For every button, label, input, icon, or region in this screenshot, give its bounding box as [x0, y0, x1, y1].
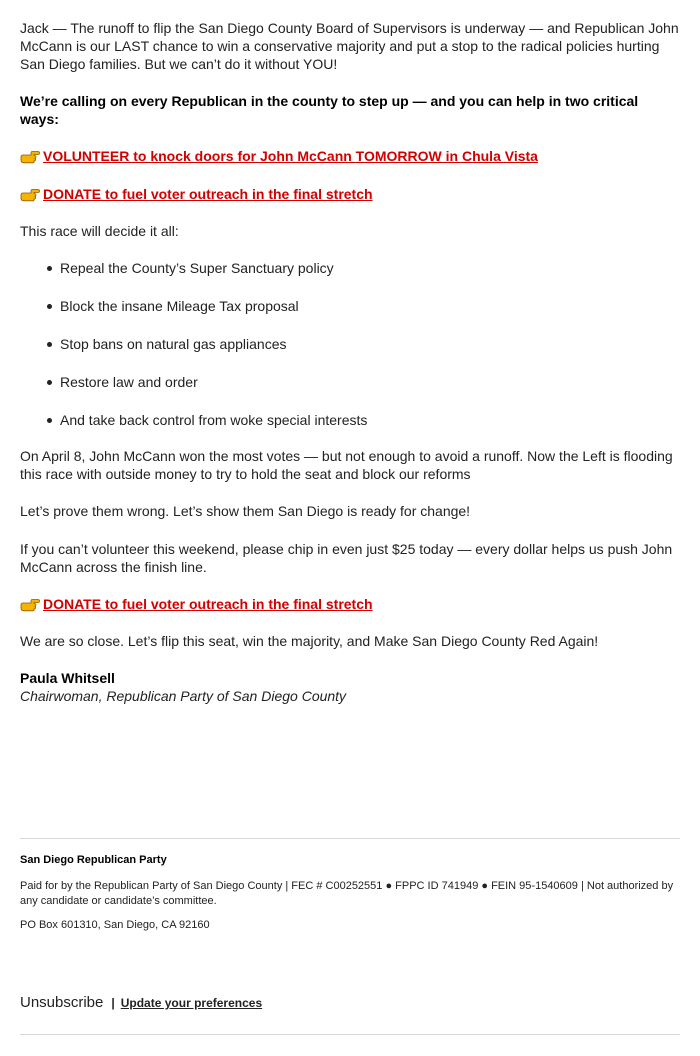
volunteer-cta: [20, 147, 538, 165]
intro-paragraph: Jack — The runoff to flip the San Diego County Board of Supervisors is underway — and Republican John McCann is our LAST chance to win a conservative majority and put a stop to the radical policies hurting San Diego families. But we can’t do it without YOU!: [20, 20, 679, 72]
footer-org-name: San Diego Republican Party: [20, 854, 167, 866]
donate-link[interactable]: DONATE to fuel voter outreach in the final stretch: [43, 186, 373, 202]
signature-name: Paula Whitsell: [20, 670, 115, 686]
policy-list: [20, 259, 367, 449]
list-item: Block the insane Mileage Tax proposal: [60, 297, 367, 335]
donate-link-2[interactable]: DONATE to fuel voter outreach in the final stretch: [43, 596, 373, 612]
link-separator: |: [111, 996, 115, 1010]
signature-title: Chairwoman, Republican Party of San Diego County: [20, 688, 347, 704]
pointing-hand-icon: [20, 598, 40, 612]
volunteer-link[interactable]: VOLUNTEER to knock doors for John McCann TOMORROW in Chula Vista: [43, 148, 538, 164]
donate-cta-2: [20, 595, 373, 613]
pointing-hand-icon: [20, 150, 40, 164]
unsubscribe-link[interactable]: Unsubscribe: [20, 994, 104, 1011]
list-item: Repeal the County’s Super Sanctuary policy: [60, 259, 367, 297]
donate-cta: [20, 185, 373, 203]
chip-in-paragraph: If you can’t volunteer this weekend, please chip in even just $25 today — every dollar helps us push John McCann across the finish line.: [20, 541, 673, 575]
bottom-divider: [20, 1034, 680, 1035]
mailing-address: PO Box 601310, San Diego, CA 92160: [20, 919, 210, 931]
runoff-paragraph: On April 8, John McCann won the most votes — but not enough to avoid a runoff. Now the Left is flooding this race with outside money to try to hold the seat and block our reforms: [20, 448, 673, 482]
callout-heading: We’re calling on every Republican in the county to step up — and you can help in two critical ways:: [20, 93, 639, 127]
paid-for-disclaimer: Paid for by the Republican Party of San Diego County | FEC # C00252551 ● FPPC ID 741949 ● FEIN 95-1540609 | Not authorized by any candidate or candidate’s committee.: [20, 880, 674, 907]
pointing-hand-icon: [20, 188, 40, 202]
list-item: Restore law and order: [60, 373, 367, 411]
race-lead-text: This race will decide it all:: [20, 223, 179, 239]
list-item: And take back control from woke special interests: [60, 411, 367, 449]
prove-paragraph: Let’s prove them wrong. Let’s show them San Diego is ready for change!: [20, 503, 471, 519]
footer-divider: [20, 838, 680, 839]
footer-links: [20, 994, 262, 1012]
update-preferences-link[interactable]: Update your preferences: [120, 996, 263, 1010]
closing-paragraph: We are so close. Let’s flip this seat, win the majority, and Make San Diego County Red Again!: [20, 633, 599, 649]
list-item: Stop bans on natural gas appliances: [60, 335, 367, 373]
